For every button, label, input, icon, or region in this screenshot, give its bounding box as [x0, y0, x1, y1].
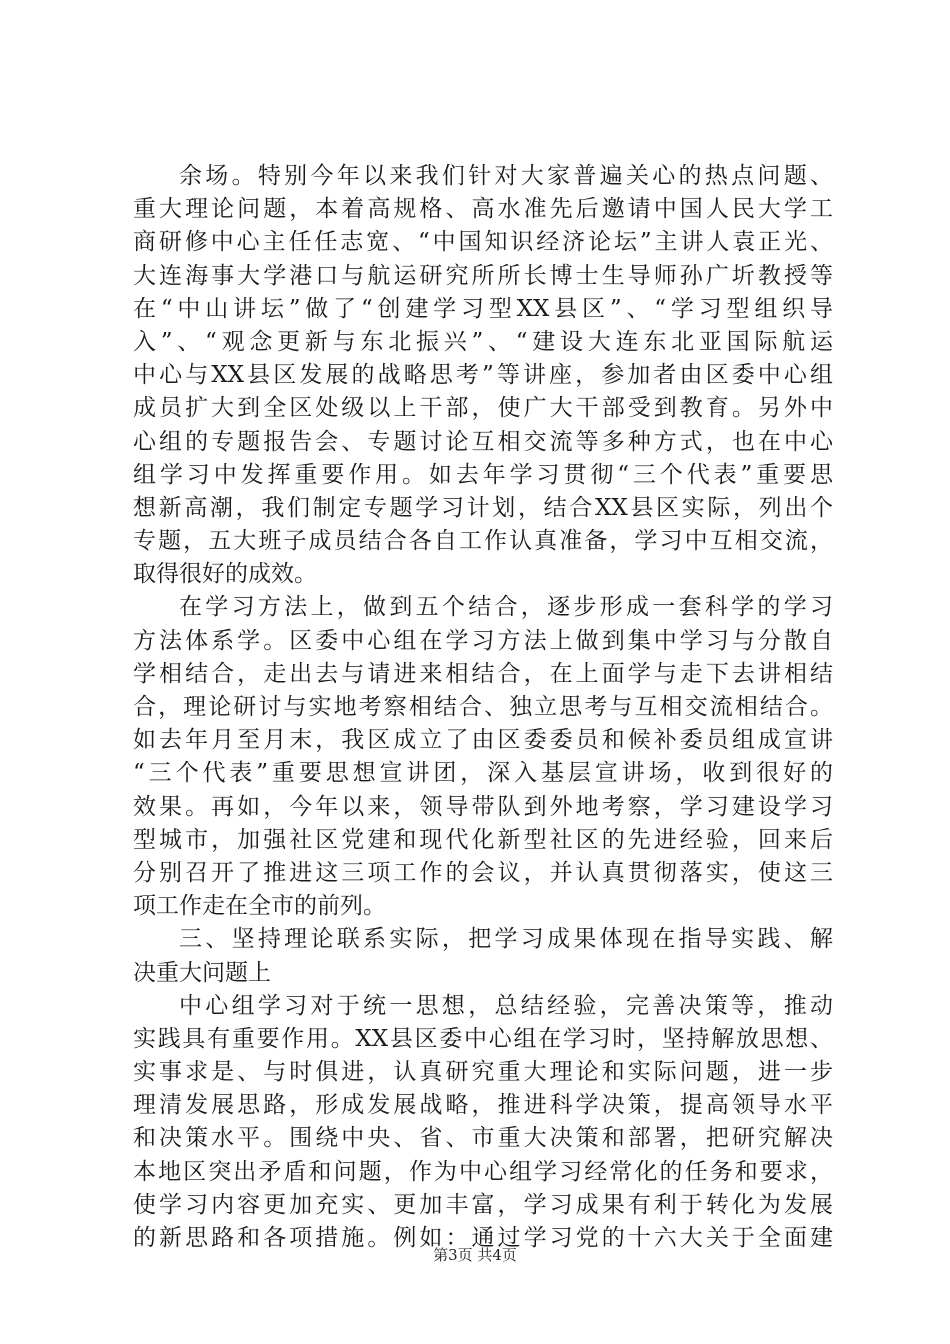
- text-line: 中心与XX县区发展的战略思考”等讲座，参加者由区委中心组: [133, 362, 833, 389]
- text-line: 三、坚持理论联系实际，把学习成果体现在指导实践、解: [179, 926, 833, 953]
- page-number-footer: 第3页 共4页: [433, 1246, 517, 1264]
- text-line: 取得很好的成效。: [133, 561, 317, 588]
- text-line: 成员扩大到全区处级以上干部，使广大干部受到教育。另外中: [133, 395, 833, 422]
- text-line: 项工作走在全市的前列。: [133, 893, 386, 920]
- text-line: 方法体系学。区委中心组在学习方法上做到集中学习与分散自: [133, 627, 833, 654]
- text-line: 分别召开了推进这三项工作的会议，并认真贯彻落实，使这三: [133, 859, 833, 886]
- text-line: 使学习内容更加充实、更加丰富，学习成果有利于转化为发展: [133, 1191, 833, 1218]
- text-line: 在学习方法上，做到五个结合，逐步形成一套科学的学习: [179, 594, 833, 621]
- text-line: 如去年月至月末，我区成立了由区委委员和候补委员组成宣讲: [133, 727, 833, 754]
- paragraph-2: [133, 591, 833, 923]
- text-line: 余场。特别今年以来我们针对大家普遍关心的热点问题、: [179, 163, 833, 189]
- text-line: 大连海事大学港口与航运研究所所长博士生导师孙广圻教授等: [133, 262, 833, 289]
- text-line: “三个代表”重要思想宣讲团，深入基层宣讲场，收到很好的: [133, 760, 833, 787]
- text-line: 本地区突出矛盾和问题，作为中心组学习经常化的任务和要求，: [133, 1158, 833, 1185]
- text-line: 理清发展思路，形成发展战略，推进科学决策，提高领导水平: [133, 1092, 833, 1119]
- document-body: [133, 160, 833, 1255]
- text-line: 决重大问题上: [133, 959, 271, 986]
- text-line: 中心组学习对于统一思想，总结经验，完善决策等，推动: [179, 992, 833, 1019]
- paragraph-1: [133, 160, 833, 591]
- text-line: 入”、“观念更新与东北振兴”、“建设大连东北亚国际航运: [133, 328, 833, 355]
- text-line: 实事求是、与时俱进，认真研究重大理论和实际问题，进一步: [133, 1059, 833, 1086]
- text-line: 组学习中发挥重要作用。如去年学习贯彻“三个代表”重要思: [133, 461, 833, 488]
- text-line: 学相结合，走出去与请进来相结合，在上面学与走下去讲相结: [133, 660, 833, 687]
- text-line: 的新思路和各项措施。例如：通过学习党的十六大关于全面建: [133, 1225, 833, 1251]
- text-line: 专题，五大班子成员结合各自工作认真准备，学习中互相交流，: [133, 528, 833, 555]
- paragraph-4: [133, 990, 833, 1256]
- text-line: 型城市，加强社区党建和现代化新型社区的先进经验，回来后: [133, 826, 833, 853]
- text-line: 合，理论研讨与实地考察相结合、独立思考与互相交流相结合。: [133, 694, 833, 720]
- section-heading: [133, 923, 833, 989]
- text-line: 重大理论问题，本着高规格、高水准先后邀请中国人民大学工: [133, 196, 833, 223]
- text-line: 在“中山讲坛”做了“创建学习型XX县区”、“学习型组织导: [133, 295, 833, 322]
- text-line: 心组的专题报告会、专题讨论互相交流等多种方式，也在中心: [133, 428, 833, 455]
- text-line: 效果。再如，今年以来，领导带队到外地考察，学习建设学习: [133, 793, 833, 820]
- text-line: 想新高潮，我们制定专题学习计划，结合XX县区实际，列出个: [133, 494, 833, 521]
- text-line: 和决策水平。围绕中央、省、市重大决策和部署，把研究解决: [133, 1125, 833, 1152]
- text-line: 实践具有重要作用。XX县区委中心组在学习时，坚持解放思想、: [133, 1025, 833, 1052]
- text-line: 商研修中心主任任志宽、“中国知识经济论坛”主讲人袁正光、: [133, 229, 833, 256]
